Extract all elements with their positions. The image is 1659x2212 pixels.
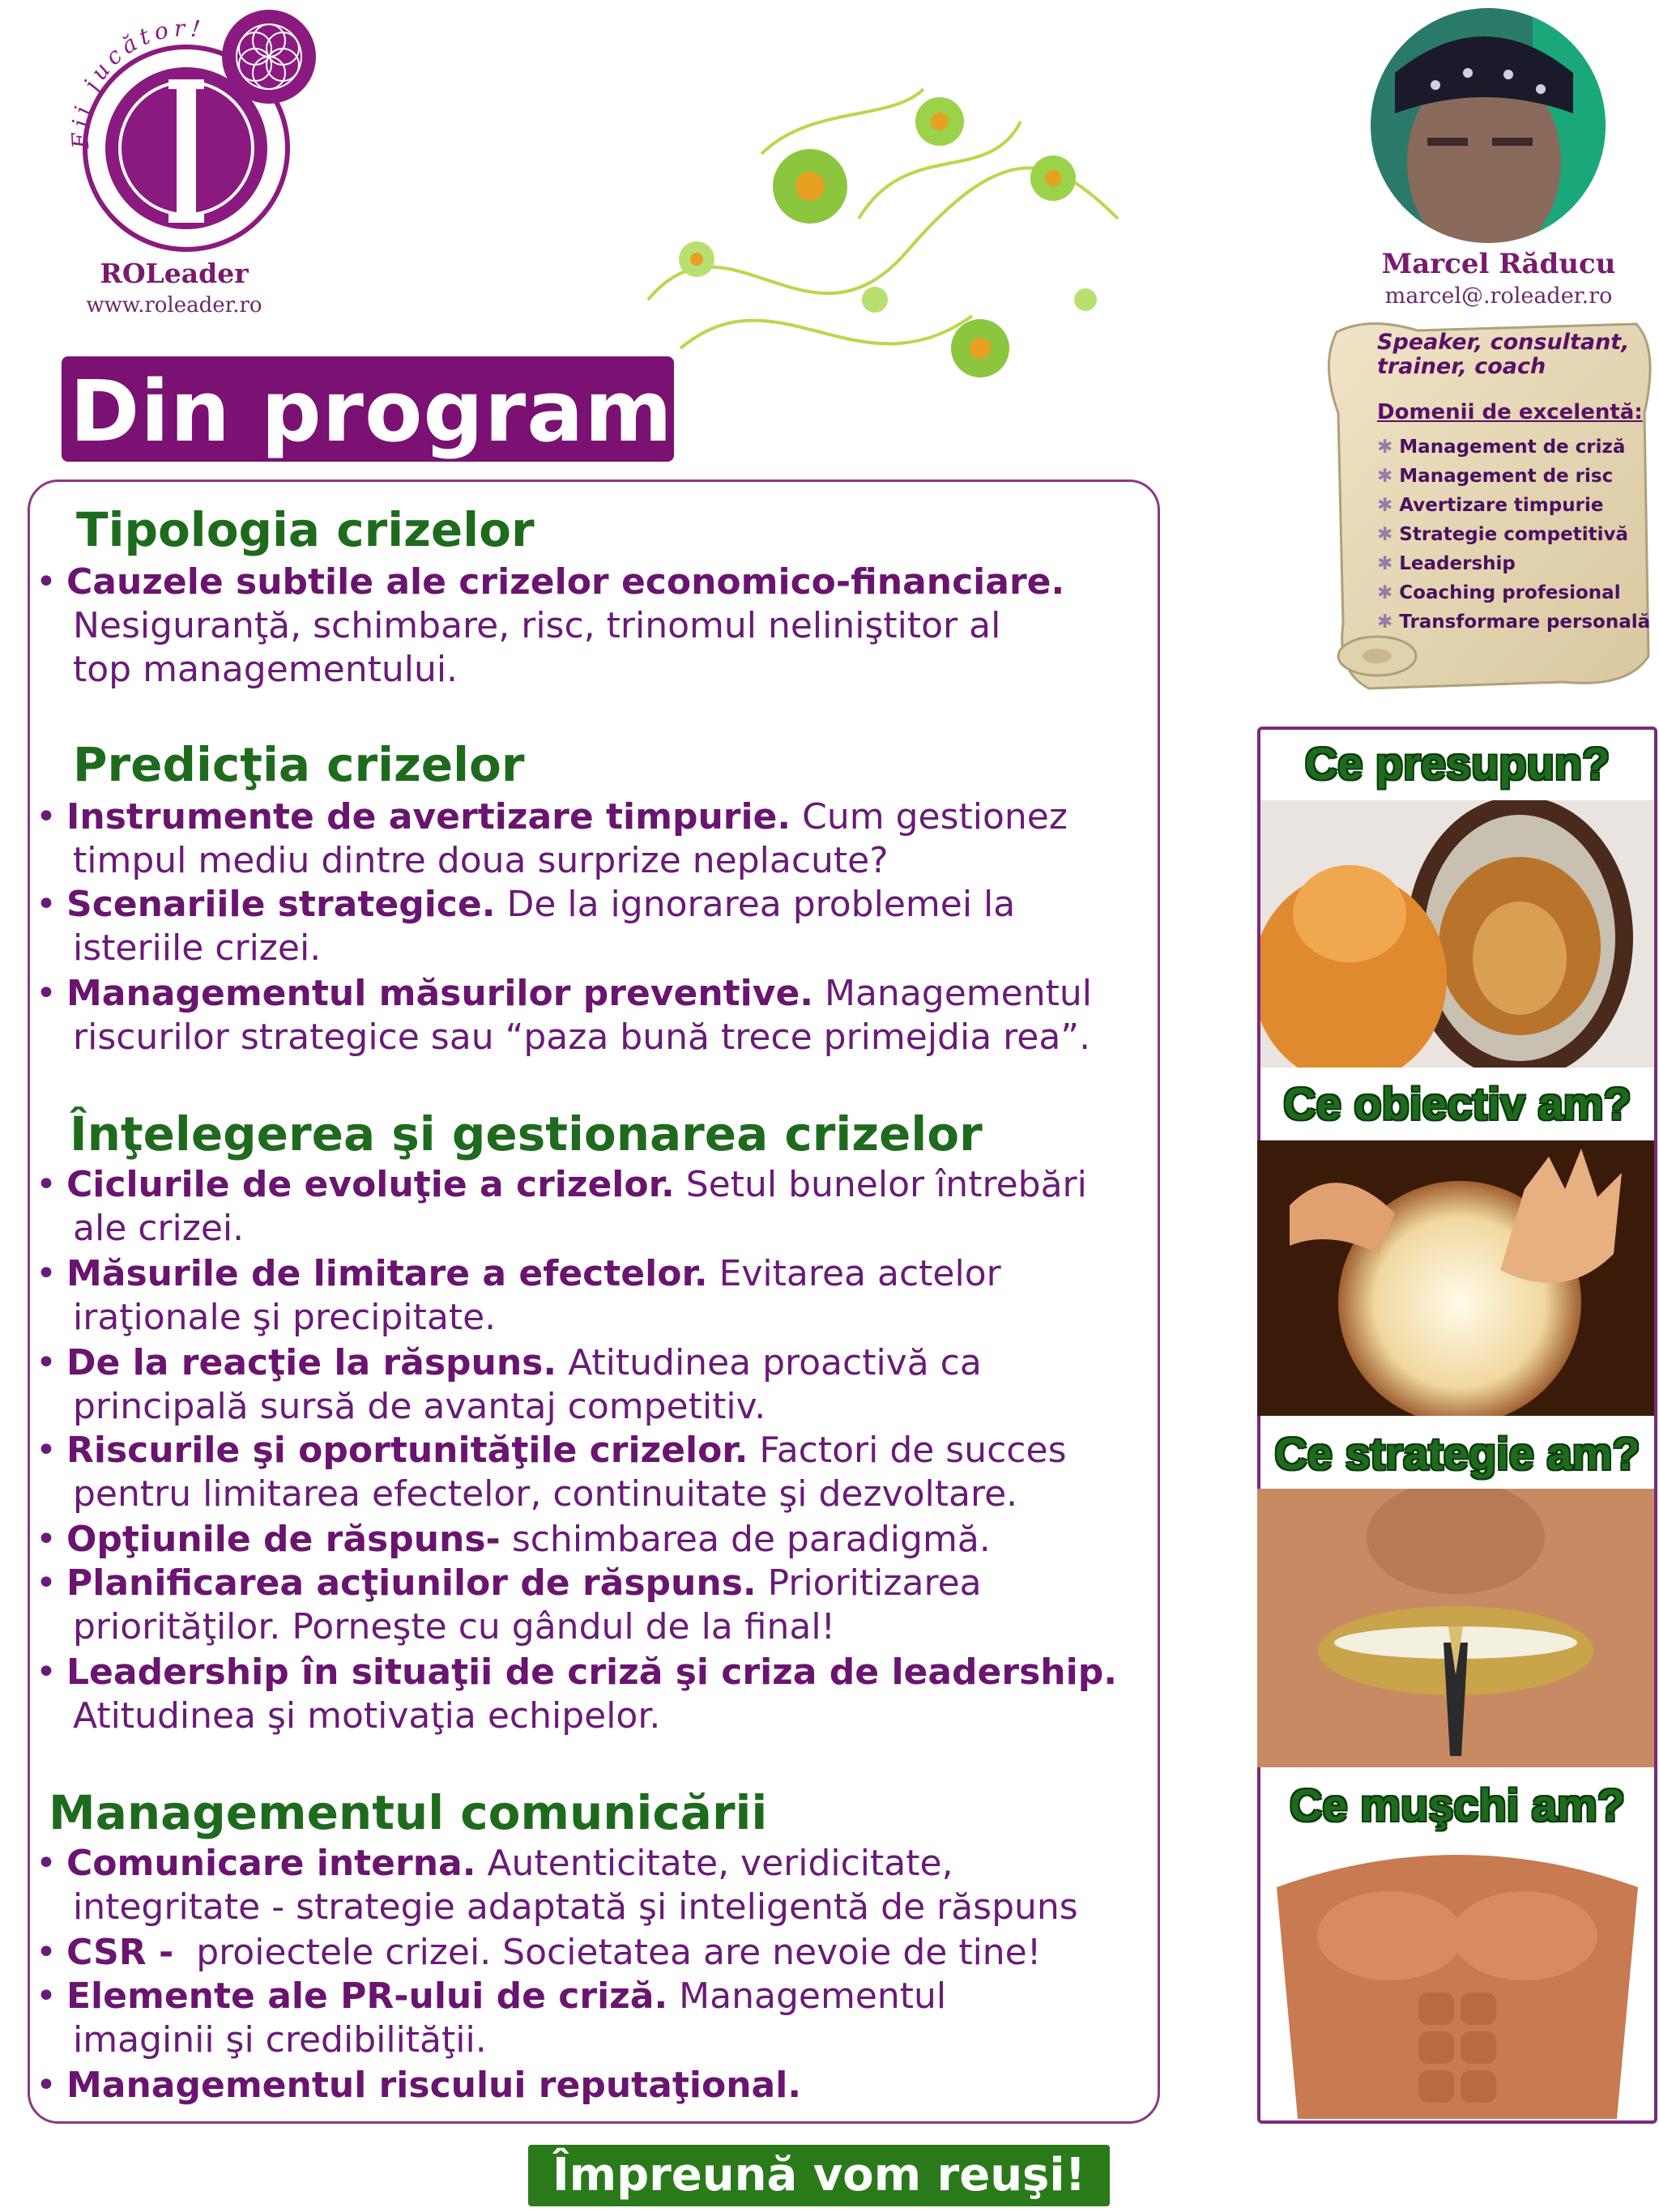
section-heading-intelegerea: Înţelegerea şi gestionarea crizelor bbox=[70, 1106, 983, 1161]
question-title: Ce presupun? bbox=[1304, 738, 1610, 789]
bullet-item: • Ciclurile de evoluţie a crizelor. Setul bunelor întrebări bbox=[36, 1164, 1087, 1205]
bullet-item: • Măsurile de limitare a efectelor. Evitarea actelor bbox=[36, 1253, 1001, 1294]
expertise-item: ✱ Coaching profesional bbox=[1377, 582, 1621, 603]
brand-url[interactable]: www.roleader.ro bbox=[86, 293, 262, 318]
bullet-continuation: timpul mediu dintre doua surprize neplacute? bbox=[73, 840, 889, 881]
logo-motto: Fii jucător! bbox=[66, 15, 207, 150]
bullet-item: • Leadership în situaţii de criză şi criza de leadership. bbox=[36, 1652, 1117, 1693]
bullet-item: • Elemente ale PR-ului de criză. Managementul bbox=[36, 1975, 947, 2017]
page-title: Din program bbox=[70, 362, 673, 461]
author-role: trainer, coach bbox=[1377, 354, 1546, 379]
star-icon: ✱ bbox=[1377, 524, 1393, 545]
bullet-item: • Managementul riscului reputaţional. bbox=[36, 2065, 802, 2106]
section-heading-comunicarii: Managementul comunicării bbox=[49, 1785, 768, 1840]
cat-mirror-lion-image bbox=[1260, 800, 1654, 1068]
author-profile bbox=[1377, 330, 1651, 637]
bullet-item: • Managementul măsurilor preventive. Managementul bbox=[36, 973, 1092, 1014]
bullet-continuation: Nesiguranţă, schimbare, risc, trinomul neliniştitor al bbox=[73, 605, 1001, 646]
expertise-item: ✱ Management de risc bbox=[1377, 466, 1614, 487]
bullet-continuation: isteriile crizei. bbox=[73, 927, 322, 969]
star-icon: ✱ bbox=[1377, 612, 1393, 633]
bullet-continuation: top managementului. bbox=[73, 649, 458, 690]
motto-banner: Împreună vom reuşi! bbox=[528, 2145, 1110, 2206]
star-icon: ✱ bbox=[1377, 437, 1393, 458]
golden-lips-pen-image bbox=[1257, 1489, 1654, 1767]
bullet-continuation: pentru limitarea efectelor, continuitate şi dezvoltare. bbox=[73, 1473, 1018, 1515]
brand-name: ROLeader bbox=[100, 258, 249, 289]
bullet-continuation: riscurilor strategice sau “paza bună trece primejdia rea”. bbox=[73, 1016, 1091, 1058]
author-name: Marcel Răducu bbox=[1381, 248, 1616, 280]
expertise-item: ✱ Strategie competitivă bbox=[1377, 524, 1628, 545]
author-role: Speaker, consultant, bbox=[1377, 330, 1630, 355]
hands-crystal-ball-image bbox=[1257, 1140, 1654, 1416]
section-heading-predictia: Predicţia crizelor bbox=[73, 737, 525, 792]
bullet-continuation: priorităţilor. Porneşte cu gândul de la final! bbox=[73, 1606, 836, 1647]
expertise-item: ✱ Management de criză bbox=[1377, 437, 1626, 458]
bullet-continuation: principală sursă de avantaj competitiv. bbox=[73, 1386, 766, 1427]
author-avatar bbox=[1371, 8, 1606, 243]
bullet-item: • Riscurile şi oportunităţile crizelor. Factori de succes bbox=[36, 1430, 1067, 1471]
author-email[interactable]: marcel@.roleader.ro bbox=[1384, 283, 1613, 309]
star-icon: ✱ bbox=[1377, 553, 1393, 574]
floral-decoration-image bbox=[599, 57, 1150, 405]
bullet-item: • Scenariile strategice. De la ignorarea problemei la bbox=[36, 884, 1016, 925]
bullet-continuation: ale crizei. bbox=[73, 1208, 245, 1249]
bullet-item: • Instrumente de avertizare timpurie. Cum gestionez bbox=[36, 796, 1068, 837]
bullet-item: • De la reacţie la răspuns. Atitudinea proactivă ca bbox=[36, 1342, 982, 1383]
question-title: Ce strategie am? bbox=[1274, 1428, 1640, 1479]
roleader-logo bbox=[57, 6, 324, 266]
expertise-item: ✱ Avertizare timpurie bbox=[1377, 495, 1604, 516]
bullet-item: • Comunicare interna. Autenticitate, veridicitate, bbox=[36, 1843, 953, 1884]
muscular-torso-image bbox=[1260, 1839, 1654, 2119]
section-heading-tipologia: Tipologia crizelor bbox=[76, 502, 535, 557]
bullet-item: • CSR - proiectele crizei. Societatea are nevoie de tine! bbox=[36, 1932, 1042, 1973]
bullet-item: • Planificarea acţiunilor de răspuns. Prioritizarea bbox=[36, 1562, 982, 1604]
bullet-continuation: iraţionale şi precipitate. bbox=[73, 1297, 497, 1338]
question-title: Ce muşchi am? bbox=[1290, 1779, 1625, 1831]
expertise-heading: Domenii de excelentă: bbox=[1377, 400, 1643, 424]
question-title: Ce obiectiv am? bbox=[1283, 1078, 1631, 1129]
star-icon: ✱ bbox=[1377, 495, 1393, 516]
expertise-item: ✱ Leadership bbox=[1377, 553, 1516, 574]
bullet-item: • Cauzele subtile ale crizelor economico-financiare. bbox=[36, 561, 1065, 603]
bullet-continuation: imaginii şi credibilităţii. bbox=[73, 2019, 487, 2061]
bullet-continuation: integritate - strategie adaptată şi inteligentă de răspuns bbox=[73, 1886, 1078, 1928]
bullet-continuation: Atitudinea şi motivaţia echipelor. bbox=[73, 1695, 661, 1737]
star-icon: ✱ bbox=[1377, 582, 1393, 603]
expertise-item: ✱ Transformare personală bbox=[1377, 612, 1651, 633]
bullet-item: • Opţiunile de răspuns- schimbarea de paradigmă. bbox=[36, 1519, 991, 1560]
star-icon: ✱ bbox=[1377, 466, 1393, 487]
